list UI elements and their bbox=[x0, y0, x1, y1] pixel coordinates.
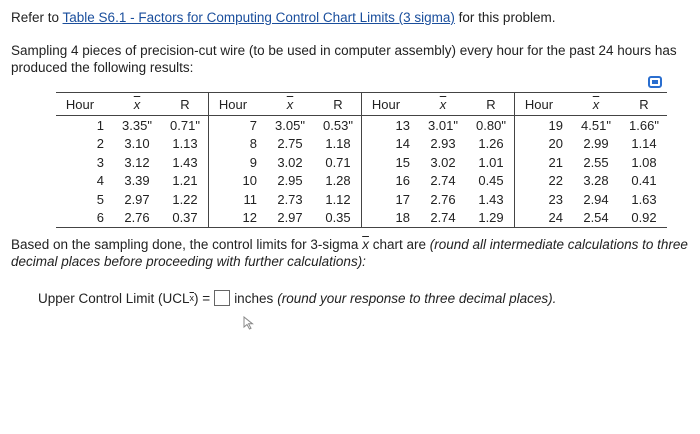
question-text-2: chart are bbox=[368, 237, 430, 252]
range-cell: 1.22 bbox=[172, 191, 198, 207]
hour-cell: 21 bbox=[515, 153, 572, 172]
xbar-cell: 2.73 bbox=[277, 191, 303, 207]
range-cell: 0.37 bbox=[162, 209, 209, 228]
table-header-row bbox=[56, 93, 667, 116]
xbar-cell: 2.97 bbox=[265, 209, 315, 228]
range-cell: 1.08 bbox=[631, 154, 657, 170]
reference-suffix: for this problem. bbox=[454, 10, 556, 25]
xbar-cell: 3.28 bbox=[583, 173, 609, 189]
sampling-data-table bbox=[56, 92, 667, 228]
table-row bbox=[56, 153, 667, 172]
ucl-answer-input[interactable] bbox=[214, 290, 230, 306]
hour-cell: 6 bbox=[56, 209, 112, 228]
hour-cell: 2 bbox=[96, 136, 104, 152]
hour-cell: 1 bbox=[96, 117, 104, 133]
range-cell: 0.80" bbox=[476, 117, 506, 133]
hour-cell: 16 bbox=[362, 172, 419, 191]
xbar-cell: 2.95 bbox=[277, 173, 303, 189]
range-header: R bbox=[162, 93, 209, 116]
range-cell: 1.63 bbox=[631, 191, 657, 207]
ucl-subscript: $\overline{x}$ bbox=[189, 293, 195, 303]
hour-cell: 20 bbox=[515, 135, 572, 154]
ucl-rounding-instruction: (round your response to three decimal places). bbox=[277, 290, 557, 306]
rounding-instruction: (round all intermediate calculations to three decimal places before proceeding with further calculations): bbox=[11, 237, 688, 269]
hour-cell: 12 bbox=[209, 209, 266, 228]
xbar-cell: 2.74 bbox=[430, 173, 456, 189]
xbar-cell: 2.93 bbox=[430, 136, 456, 152]
xbar-cell: 2.76 bbox=[112, 209, 162, 228]
xbar-cell: 4.51" bbox=[581, 117, 611, 133]
range-cell: 0.35 bbox=[315, 209, 362, 228]
problem-intro: Sampling 4 pieces of precision-cut wire (to be used in computer assembly) every hour for the past 24 hours has produced the following results: bbox=[11, 43, 677, 75]
hour-cell: 10 bbox=[209, 172, 266, 191]
xbar-cell: 2.74 bbox=[418, 209, 468, 228]
hour-header: Hour bbox=[56, 93, 112, 116]
hour-header: Hour bbox=[515, 93, 572, 116]
xbar-cell: 2.94 bbox=[583, 191, 609, 207]
hour-cell: 19 bbox=[515, 116, 572, 135]
problem-reference bbox=[11, 10, 555, 25]
hour-cell: 13 bbox=[362, 116, 419, 135]
hour-cell: 15 bbox=[362, 153, 419, 172]
range-header: R bbox=[621, 93, 667, 116]
control-limits-question bbox=[11, 236, 691, 270]
range-cell: 1.18 bbox=[325, 136, 351, 152]
xbar-cell: 3.39 bbox=[124, 173, 150, 189]
hour-cell: 4 bbox=[96, 173, 104, 189]
table-row bbox=[56, 116, 667, 135]
range-cell: 0.53" bbox=[323, 117, 353, 133]
range-cell: 1.66" bbox=[629, 117, 659, 133]
question-text: Based on the sampling done, the control limits for 3-sigma bbox=[11, 237, 363, 252]
hour-header: Hour bbox=[362, 93, 419, 116]
hour-cell: 17 bbox=[362, 190, 419, 209]
hour-cell: 24 bbox=[515, 209, 572, 228]
range-cell: 1.14 bbox=[631, 136, 657, 152]
range-cell: 0.71" bbox=[170, 117, 200, 133]
xbar-cell: 2.55 bbox=[583, 154, 609, 170]
hour-cell: 9 bbox=[209, 153, 266, 172]
hour-cell: 5 bbox=[96, 191, 104, 207]
xbar-cell: 3.02 bbox=[430, 154, 456, 170]
range-cell: 1.28 bbox=[325, 173, 351, 189]
xbar-cell: 2.54 bbox=[571, 209, 621, 228]
range-cell: 1.13 bbox=[172, 136, 198, 152]
range-cell: 1.26 bbox=[478, 136, 504, 152]
reference-prefix: Refer to bbox=[11, 10, 63, 25]
xbar-cell: 3.10 bbox=[124, 136, 150, 152]
range-cell: 1.21 bbox=[172, 173, 198, 189]
range-header: R bbox=[315, 93, 362, 116]
range-cell: 1.43 bbox=[478, 191, 504, 207]
range-cell: 0.45 bbox=[478, 173, 504, 189]
xbar-cell: 3.01" bbox=[428, 117, 458, 133]
hour-cell: 18 bbox=[362, 209, 419, 228]
xbar-symbol: $\overline{x}$ bbox=[362, 237, 369, 252]
xbar-cell: 2.76 bbox=[430, 191, 456, 207]
ucl-label: Upper Control Limit (UCL bbox=[38, 290, 190, 306]
xbar-cell: 3.05" bbox=[275, 117, 305, 133]
ucl-unit: inches bbox=[234, 290, 274, 306]
hour-cell: 3 bbox=[96, 154, 104, 170]
xbar-header: $\overline{x}$ bbox=[133, 96, 141, 112]
hour-cell: 11 bbox=[209, 190, 266, 209]
ucl-answer-row bbox=[38, 290, 556, 306]
xbar-header: $\overline{x}$ bbox=[439, 96, 447, 112]
range-cell: 1.29 bbox=[468, 209, 515, 228]
table-row bbox=[56, 135, 667, 154]
table-row bbox=[56, 172, 667, 191]
range-cell: 1.01 bbox=[478, 154, 504, 170]
table-row bbox=[56, 190, 667, 209]
factors-table-link[interactable]: Table S6.1 - Factors for Computing Control Chart Limits (3 sigma) bbox=[62, 10, 455, 25]
table-row bbox=[56, 209, 667, 228]
range-cell: 1.43 bbox=[172, 154, 198, 170]
range-cell: 0.41 bbox=[631, 173, 657, 189]
copy-table-icon[interactable] bbox=[648, 76, 662, 88]
range-header: R bbox=[468, 93, 515, 116]
hour-header: Hour bbox=[209, 93, 266, 116]
xbar-header: $\overline{x}$ bbox=[286, 96, 294, 112]
ucl-label-end: ) = bbox=[194, 290, 211, 306]
hour-cell: 23 bbox=[515, 190, 572, 209]
hour-cell: 14 bbox=[362, 135, 419, 154]
xbar-header: $\overline{x}$ bbox=[592, 96, 600, 112]
hour-cell: 7 bbox=[209, 116, 266, 135]
mouse-pointer-icon bbox=[243, 316, 255, 330]
hour-cell: 22 bbox=[515, 172, 572, 191]
xbar-cell: 2.99 bbox=[583, 136, 609, 152]
xbar-cell: 3.02 bbox=[277, 154, 303, 170]
hour-cell: 8 bbox=[209, 135, 266, 154]
xbar-cell: 3.12 bbox=[124, 154, 150, 170]
xbar-cell: 3.35" bbox=[122, 117, 152, 133]
range-cell: 0.71 bbox=[325, 154, 351, 170]
xbar-cell: 2.75 bbox=[277, 136, 303, 152]
range-cell: 1.12 bbox=[325, 191, 351, 207]
range-cell: 0.92 bbox=[621, 209, 667, 228]
xbar-cell: 2.97 bbox=[124, 191, 150, 207]
